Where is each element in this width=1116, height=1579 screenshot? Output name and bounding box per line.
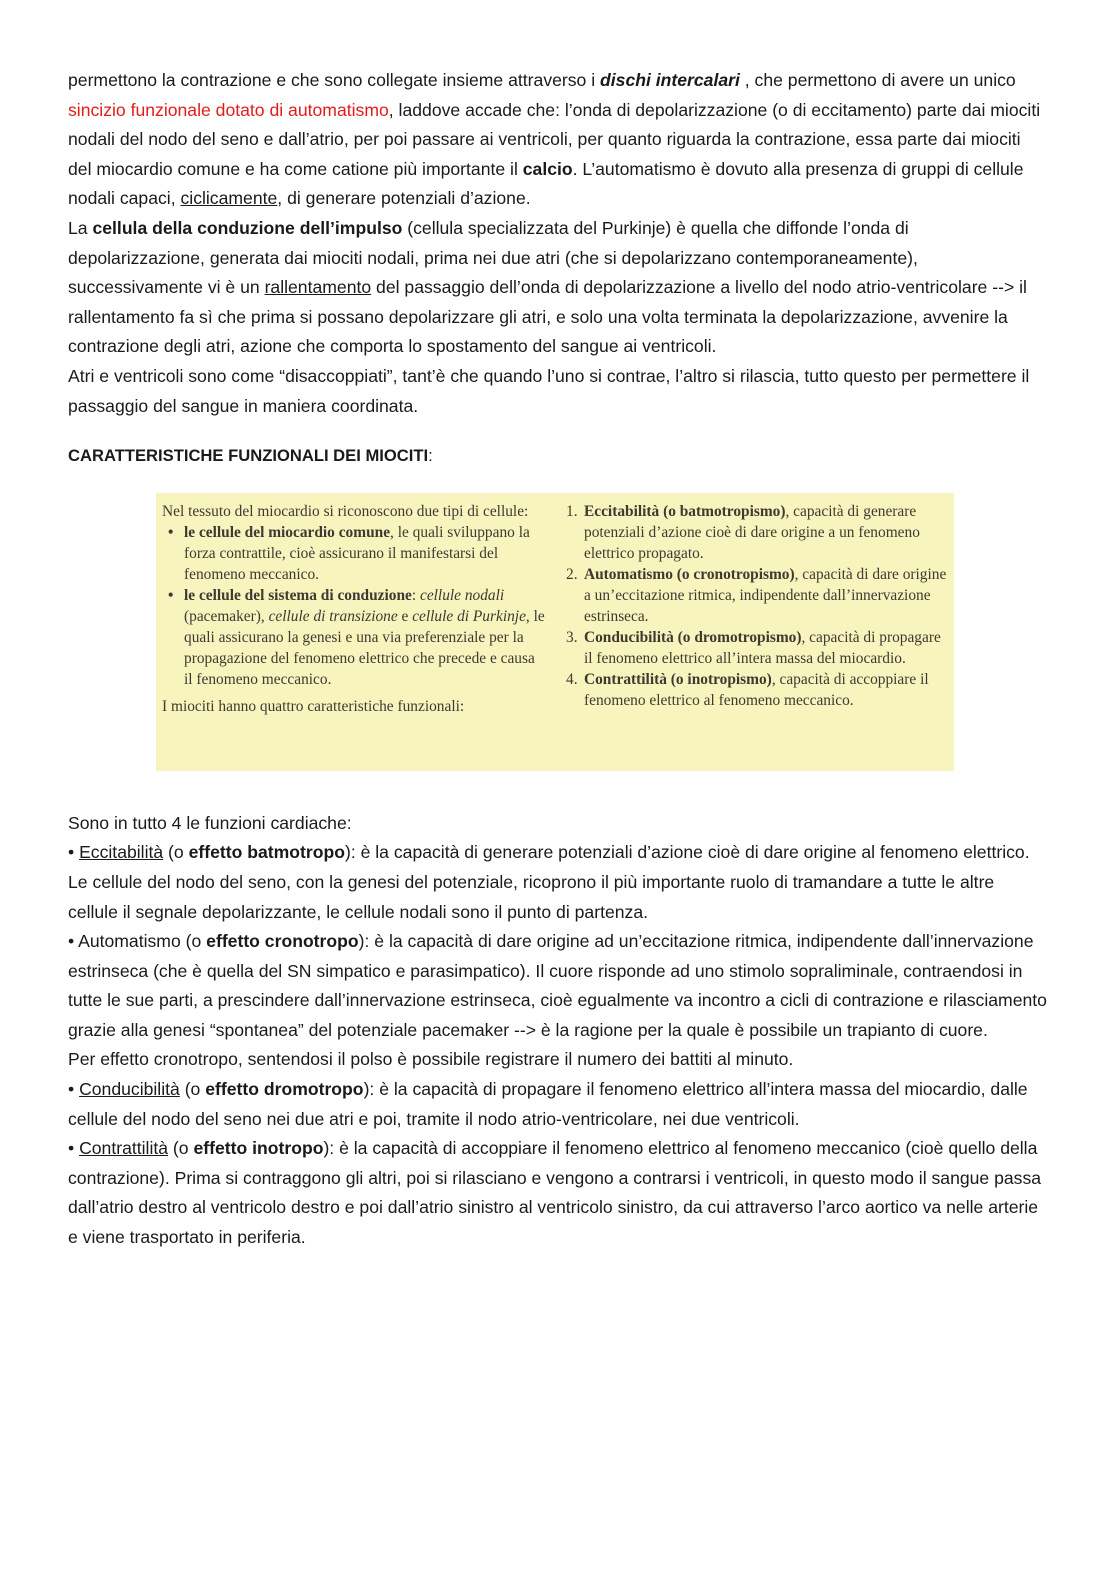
list-item xyxy=(162,585,546,690)
text-run: , capacità di propagare il fenomeno elettrico all’intera massa del miocardio. xyxy=(584,628,941,667)
term: effetto inotropo xyxy=(193,1138,324,1159)
term-italic: cellule di Purkinje xyxy=(412,607,526,625)
term: effetto dromotropo xyxy=(205,1079,364,1100)
intro-paragraph-2 xyxy=(68,214,1048,362)
text-run: (o xyxy=(168,1138,194,1159)
figure-left-column xyxy=(162,501,546,717)
list-number: 1. xyxy=(566,502,578,520)
text-run: , le quali sviluppano la forza contrattile, cioè assicurano il manifestarsi del fenomeno meccanico. xyxy=(184,523,530,583)
figure-right-column xyxy=(566,501,950,711)
text-run: Automatismo (o xyxy=(78,931,207,952)
rallentamento-term: rallentamento xyxy=(264,277,372,298)
text-run: e xyxy=(397,607,413,625)
text-run: , capacità di accoppiare il fenomeno elettrico al fenomeno meccanico. xyxy=(584,670,929,709)
textbook-figure xyxy=(156,493,954,771)
term: le cellule del miocardio comune xyxy=(184,523,391,541)
list-number: 3. xyxy=(566,628,578,646)
list-number: 4. xyxy=(566,670,578,688)
list-item xyxy=(566,669,950,711)
text-run: : xyxy=(411,586,420,604)
term: Conducibilità (o dromotropismo) xyxy=(584,628,802,646)
figure-footer: I miociti hanno quattro caratteristiche funzionali: xyxy=(162,697,465,715)
text-run: (o xyxy=(179,1079,206,1100)
text-run: , le quali assicurano la genesi e una via preferenziale per la propagazione del fenomeno elettrico che precede e causa il fenomeno meccanico. xyxy=(184,607,545,688)
function-note: Per effetto cronotropo, sentendosi il polso è possibile registrare il numero dei battiti al minuto. xyxy=(68,1049,794,1070)
list-item xyxy=(566,627,950,669)
text-run: (pacemaker), xyxy=(184,607,269,625)
term-underlined: Eccitabilità xyxy=(79,842,164,863)
list-item xyxy=(566,501,950,564)
function-eccitabilita xyxy=(68,838,1048,927)
term-underlined: Contrattilità xyxy=(79,1138,169,1159)
ciclicamente-term: ciclicamente xyxy=(180,188,278,209)
term-italic: cellule nodali xyxy=(419,586,505,604)
list-item xyxy=(162,522,546,585)
section-heading xyxy=(68,441,1048,471)
bullet: • xyxy=(68,1138,80,1159)
section-heading-text: CARATTERISTICHE FUNZIONALI DEI MIOCITI xyxy=(68,446,429,466)
term: Contrattilità (o inotropismo) xyxy=(584,670,772,688)
term: effetto batmotropo xyxy=(188,842,345,863)
term: effetto cronotropo xyxy=(206,931,359,952)
list-number: 2. xyxy=(566,565,578,583)
function-conducibilita xyxy=(68,1075,1048,1134)
text-run: . L’automatismo è dovuto alla presenza di gruppi di cellule nodali capaci, xyxy=(68,158,1024,209)
section-heading-colon: : xyxy=(428,446,433,466)
intro-paragraph-3: Atri e ventricoli sono come “disaccoppiati”, tant’è che quando l’uno si contrae, l’altro si rilascia, tutto questo per permettere il passaggio del sangue in maniera coordinata. xyxy=(68,365,1030,416)
calcio-term: calcio xyxy=(522,158,573,179)
highlighted-phrase: sincizio funzionale dotato di automatismo xyxy=(68,99,389,120)
list-item xyxy=(566,564,950,627)
text-run: (o xyxy=(163,842,189,863)
function-contrattilita xyxy=(68,1134,1048,1252)
conduction-cell-term: cellula della conduzione dell’impulso xyxy=(92,217,403,238)
text-run: , capacità di dare origine a un’eccitazione ritmica, indipendente dall’innervazione estrinseca. xyxy=(584,565,947,625)
bullet: • xyxy=(68,931,79,952)
text-run: permettono la contrazione e che sono collegate insieme attraverso i xyxy=(68,70,601,90)
term: Eccitabilità (o batmotropismo) xyxy=(584,502,786,520)
figure-intro: Nel tessuto del miocardio si riconoscono due tipi di cellule: xyxy=(162,502,529,520)
term: Automatismo (o cronotropismo) xyxy=(584,565,795,583)
text-run: (cellula specializzata del Purkinje) è quella che diffonde l’onda di depolarizzazione, generata dai miociti nodali, prima nei due atri (che si depolarizzano contemporaneamente), successivamente vi è un xyxy=(68,217,918,298)
term-italic: cellule di transizione xyxy=(268,607,398,625)
text-run: , che permettono di avere un unico xyxy=(739,70,1016,90)
text-run: ): è la capacità di dare origine ad un’eccitazione ritmica, indipendente dall’innervazione estrinseca (che è quella del SN simpatico e parasimpatico). Il cuore risponde ad uno stimolo sopraliminale, contraendosi in tutte le sue parti, a prescindere dall’innervazione estrinseca, cioè egualmente va incontro a cicli di contrazione e rilasciamento grazie alla genesi “spontanea” del potenziale pacemaker --> è la ragione per la quale è possibile un trapianto di cuore. xyxy=(68,931,1047,1040)
text-run: , di generare potenziali d’azione. xyxy=(277,188,531,209)
function-automatismo xyxy=(68,927,1048,1045)
term: le cellule del sistema di conduzione xyxy=(184,586,412,604)
functions-intro: Sono in tutto 4 le funzioni cardiache: xyxy=(68,812,352,833)
dischi-intercalari-term: dischi intercalari xyxy=(600,70,740,90)
text-run: ): è la capacità di generare potenziali d’azione cioè di dare origine al fenomeno elettrico. Le cellule del nodo del seno, con la genesi del potenziale, ricoprono il più importante ruolo di tramandare a tutte le altre cellule il segnale depolarizzante, le cellule nodali sono il punto di partenza. xyxy=(68,842,1030,922)
term-underlined: Conducibilità xyxy=(79,1079,180,1100)
text-run: ): è la capacità di propagare il fenomeno elettrico all’intera massa del miocardio, dalle cellule del nodo del seno nei due atri e poi, tramite il nodo atrio-ventricolare, nei due ventricoli. xyxy=(68,1079,1028,1129)
text-run: , laddove accade che: l’onda di depolarizzazione (o di eccitamento) parte dai miociti nodali del nodo del seno e dall’atrio, per poi passare ai ventricoli, per quanto riguarda la contrazione, essa parte dai miociti del miocardio comune e ha come catione più importante il xyxy=(68,99,1041,179)
text-run: La xyxy=(68,217,93,238)
text-run: del passaggio dell’onda di depolarizzazione a livello del nodo atrio-ventricolare --> il rallentamento fa sì che prima si possano depolarizzare gli atri, e solo una volta terminata la depolarizzazione, avvenire la contrazione degli atri, azione che comporta lo spostamento del sangue ai ventricoli. xyxy=(68,277,1027,357)
text-run: ): è la capacità di accoppiare il fenomeno elettrico al fenomeno meccanico (cioè quello della contrazione). Prima si contraggono gli altri, poi si rilasciano e vengono a contrarsi i ventricoli, in questo modo il sangue passa dall’atrio destro al ventricolo destro e poi dall’atrio sinistro al ventricolo sinistro, da cui attraverso l’arco aortico va nelle arterie e viene trasportato in periferia. xyxy=(68,1138,1042,1248)
cell-types-list xyxy=(162,522,546,690)
text-run: , capacità di generare potenziali d’azione cioè di dare origine a un fenomeno elettrico propagato. xyxy=(584,502,920,562)
bullet: • xyxy=(68,842,80,863)
intro-paragraph-1 xyxy=(68,66,1048,214)
bullet: • xyxy=(68,1079,80,1100)
document-page xyxy=(68,66,1048,1253)
characteristics-list xyxy=(566,501,950,711)
